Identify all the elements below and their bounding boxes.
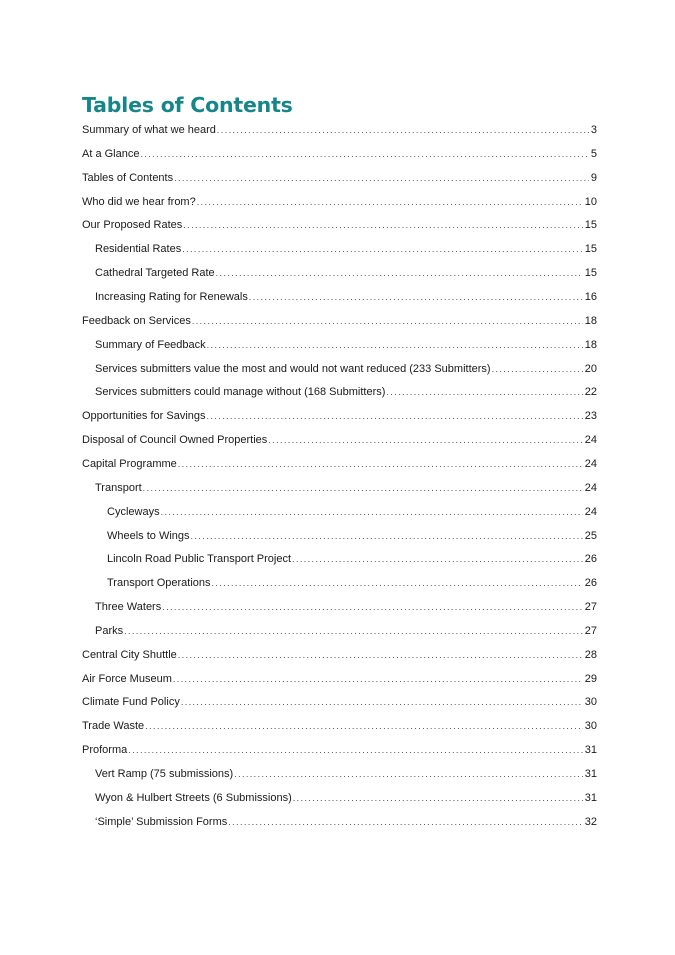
toc-page-number: 31 [584, 768, 597, 780]
toc-page-number: 26 [584, 577, 597, 590]
toc-entry[interactable] [95, 480, 597, 496]
toc-entry-title: Residential Rates [95, 243, 182, 256]
toc-entry[interactable] [95, 241, 597, 257]
toc-dot-leader [124, 623, 583, 639]
toc-entry-title: Feedback on Services [82, 314, 191, 327]
toc-entry-title: Increasing Rating for Renewals [95, 291, 248, 303]
toc-dot-leader [386, 384, 582, 400]
toc-entry[interactable] [95, 289, 597, 305]
toc-entry[interactable] [82, 217, 597, 233]
toc-page-number: 24 [584, 505, 597, 518]
toc-entry[interactable] [95, 790, 597, 806]
toc-dot-leader [161, 504, 583, 520]
toc-entry[interactable] [82, 742, 597, 758]
toc-dot-leader [178, 456, 583, 472]
toc-dot-leader [140, 146, 588, 162]
toc-page-number: 18 [584, 338, 597, 351]
toc-heading: Tables of Contents [82, 93, 293, 117]
toc-dot-leader [173, 671, 583, 687]
toc-dot-leader [216, 265, 583, 281]
toc-dot-leader [174, 170, 589, 186]
toc-page-number: 15 [584, 267, 597, 280]
toc-entry-title: Transport [95, 481, 142, 494]
toc-page-number: 22 [584, 386, 597, 399]
toc-entry[interactable] [82, 313, 597, 329]
toc-page-number: 24 [584, 481, 597, 494]
toc-entry[interactable] [95, 599, 597, 615]
toc-page-number: 30 [584, 720, 597, 733]
toc-entry[interactable] [82, 671, 597, 687]
toc-entry[interactable] [82, 456, 597, 472]
toc-entry[interactable] [95, 361, 597, 377]
toc-page-number: 24 [584, 457, 597, 470]
toc-page-number: 18 [584, 314, 597, 327]
toc-entry[interactable] [82, 146, 597, 162]
toc-entry[interactable] [82, 122, 597, 138]
toc-page-number: 31 [584, 744, 597, 757]
toc-dot-leader [249, 289, 583, 305]
toc-entry-title: Cathedral Targeted Rate [95, 267, 215, 280]
toc-page-number: 28 [584, 648, 597, 661]
toc-entry[interactable] [95, 384, 597, 400]
toc-dot-leader [128, 742, 583, 758]
toc-dot-leader [292, 551, 583, 567]
toc-page-number: 27 [584, 624, 597, 637]
toc-entry[interactable] [82, 170, 597, 186]
toc-entry-title: Opportunities for Savings [82, 410, 206, 423]
toc-page-number: 10 [584, 195, 597, 208]
toc-dot-leader [145, 718, 583, 734]
toc-entry-title: Services submitters value the most and would not want reduced (233 Submitters) [95, 362, 491, 375]
toc-entry[interactable] [82, 718, 597, 734]
toc-entry[interactable] [82, 408, 597, 424]
toc-entry[interactable] [82, 694, 597, 710]
toc-entry-title: Parks [95, 624, 124, 637]
toc-dot-leader [181, 694, 583, 710]
toc-dot-leader [182, 241, 583, 257]
toc-page-number: 15 [584, 243, 597, 256]
toc-entry-title: Climate Fund Policy [82, 696, 180, 709]
toc-entry-title: Who did we hear from? [82, 195, 196, 208]
toc-dot-leader [162, 599, 583, 615]
toc-page-number: 5 [590, 147, 597, 160]
toc-page-number: 27 [584, 601, 597, 613]
toc-page-number: 23 [584, 410, 597, 423]
toc-dot-leader [268, 432, 582, 448]
toc-page-number: 25 [584, 529, 597, 542]
toc-page-number: 3 [590, 124, 597, 136]
toc-entry[interactable] [95, 337, 597, 353]
toc-dot-leader [143, 480, 583, 496]
toc-entry-title: Disposal of Council Owned Properties [82, 434, 268, 447]
toc-entry-title: At a Glance [82, 147, 140, 160]
toc-dot-leader [207, 337, 583, 353]
toc-entry[interactable] [95, 265, 597, 281]
toc-entry[interactable] [107, 504, 597, 520]
toc-dot-leader [217, 122, 589, 138]
toc-page-number: 15 [584, 219, 597, 232]
toc-entry[interactable] [82, 647, 597, 663]
toc-page-number: 16 [584, 291, 597, 303]
toc-entry-title: Capital Programme [82, 457, 177, 470]
toc-entry-title: Transport Operations [107, 577, 211, 590]
toc-entry-title: Services submitters could manage without (168 Submitters) [95, 386, 386, 399]
toc-entry-title: ‘Simple’ Submission Forms [95, 815, 228, 828]
toc-dot-leader [492, 361, 583, 377]
toc-entry-title: Lincoln Road Public Transport Project [107, 553, 292, 566]
toc-page-number: 26 [584, 553, 597, 566]
toc-dot-leader [178, 647, 583, 663]
toc-entry[interactable] [107, 528, 597, 544]
toc-page-number: 32 [584, 815, 597, 828]
toc-page-number: 31 [584, 791, 597, 804]
toc-dot-leader [191, 528, 583, 544]
toc-entry-title: Summary of Feedback [95, 338, 206, 351]
toc-dot-leader [293, 790, 583, 806]
toc-entry-title: Wheels to Wings [107, 529, 190, 542]
toc-dot-leader [234, 766, 583, 782]
toc-entry[interactable] [82, 194, 597, 210]
toc-entry[interactable] [95, 814, 597, 830]
toc-entry-title: Trade Waste [82, 720, 145, 733]
toc-page-number: 20 [584, 362, 597, 375]
toc-entry[interactable] [82, 432, 597, 448]
toc-page-number: 24 [584, 434, 597, 447]
toc-page-number: 9 [590, 171, 597, 184]
toc-entry-title: Cycleways [107, 505, 160, 518]
toc-entry[interactable] [107, 575, 597, 591]
toc-entry-title: Vert Ramp (75 submissions) [95, 768, 234, 780]
toc-entry[interactable] [95, 623, 597, 639]
toc-dot-leader [192, 313, 583, 329]
toc-entry-title: Wyon & Hulbert Streets (6 Submissions) [95, 791, 292, 804]
toc-entry-title: Summary of what we heard [82, 124, 216, 136]
toc-entry-title: Three Waters [95, 601, 162, 613]
toc-entry-title: Air Force Museum [82, 672, 172, 685]
toc-entry-title: Our Proposed Rates [82, 219, 183, 232]
toc-dot-leader [207, 408, 583, 424]
toc-entry-title: Tables of Contents [82, 171, 174, 184]
toc-entry[interactable] [107, 551, 597, 567]
toc-dot-leader [197, 194, 583, 210]
toc-dot-leader [212, 575, 583, 591]
toc-entry[interactable] [95, 766, 597, 782]
toc-entry-title: Proforma [82, 744, 128, 757]
toc-dot-leader [228, 814, 583, 830]
toc-page-number: 30 [584, 696, 597, 709]
toc-page-number: 29 [584, 672, 597, 685]
toc-dot-leader [183, 217, 582, 233]
toc-entry-title: Central City Shuttle [82, 648, 177, 661]
